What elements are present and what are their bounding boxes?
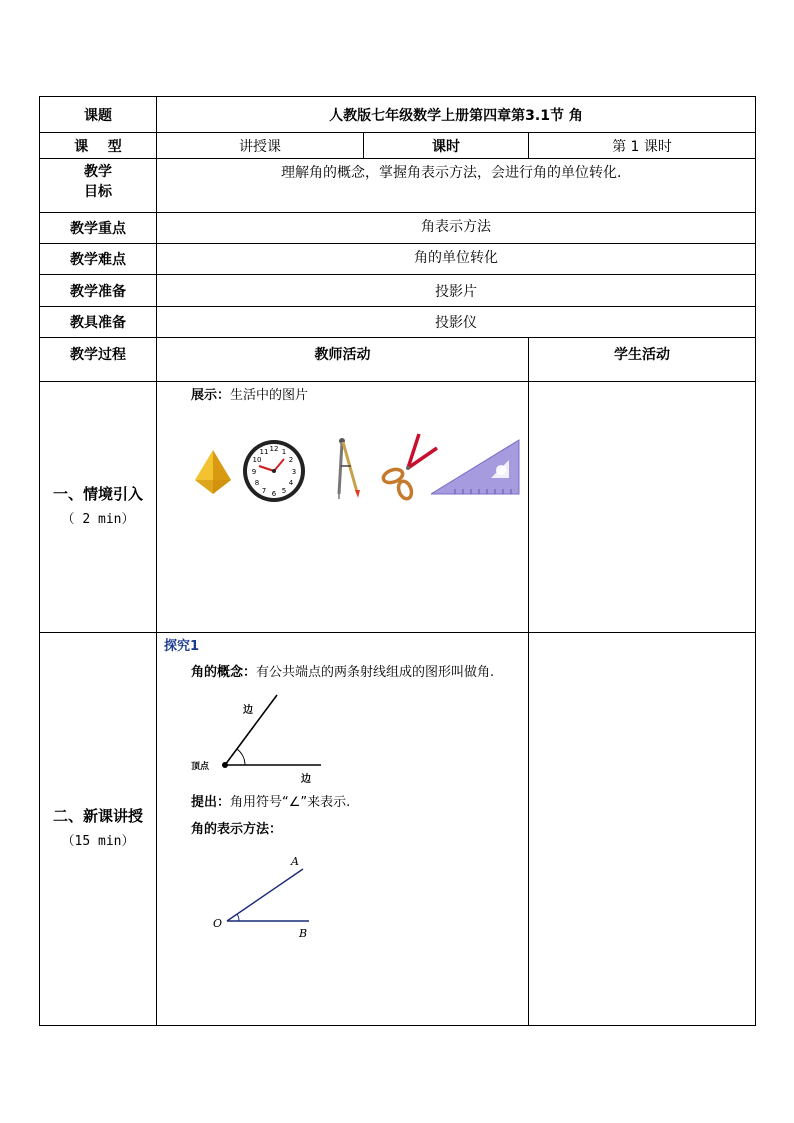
- concept-line: [191, 661, 494, 680]
- difficulty-value: 角的单位转化: [157, 244, 756, 275]
- title-label: 课题: [40, 97, 157, 133]
- key-point-label: 教学重点: [40, 213, 157, 244]
- clock-num-7: 7: [261, 487, 267, 495]
- side-label-upper: 边: [243, 705, 253, 716]
- prep-value: 投影片: [157, 275, 756, 307]
- notation-label: 角的表示方法：: [191, 822, 283, 837]
- prep-label: 教学准备: [40, 275, 157, 307]
- goal-value: 理解角的概念，掌握角表示方法，会进行角的单位转化．: [157, 159, 756, 213]
- lesson-title: 人教版七年级数学上册第四章第3.1节 角: [157, 97, 756, 133]
- clock-num-3: 3: [291, 468, 297, 476]
- period-value: 第 1 课时: [529, 133, 756, 159]
- clock-num-12: 12: [269, 445, 279, 453]
- show-label: 展示：: [191, 388, 231, 403]
- stage1-duration: （ 2 min）: [61, 512, 135, 527]
- process-header: 教学过程: [40, 338, 157, 382]
- concept-label: 角的概念：: [191, 665, 257, 680]
- tools-value: 投影仪: [157, 307, 756, 338]
- type-label: 课 型: [40, 133, 157, 159]
- stage2-title: 二、新课讲授: [52, 807, 143, 825]
- student-header: 学生活动: [529, 338, 756, 382]
- stage1-title: 一、情境引入: [52, 485, 143, 503]
- goal-label-line2: 目标: [84, 184, 112, 200]
- teacher-header: 教师活动: [157, 338, 529, 382]
- lesson-table: [39, 96, 756, 1026]
- propose-label: 提出：: [191, 795, 231, 810]
- clock-num-6: 6: [271, 490, 277, 498]
- type-value: 讲授课: [157, 133, 364, 159]
- show-text: 生活中的图片: [230, 388, 309, 403]
- key-point-value: 角表示方法: [157, 213, 756, 244]
- triangle-ruler-icon: [431, 438, 521, 496]
- side-label-lower: 边: [301, 774, 311, 785]
- concept-text: 有公共端点的两条射线组成的图形叫做角.: [256, 665, 495, 680]
- compass-icon: [333, 436, 367, 500]
- stage2-duration: （15 min）: [61, 834, 135, 849]
- point-a-label: A: [291, 855, 299, 868]
- difficulty-label: 教学难点: [40, 244, 157, 275]
- clock-num-4: 4: [288, 479, 294, 487]
- clock-num-10: 10: [252, 456, 262, 464]
- angle-concept-figure: [187, 689, 327, 785]
- point-o-label: O: [213, 917, 223, 930]
- stage1-cell: [40, 382, 157, 633]
- clock-icon: [241, 438, 307, 504]
- stage2-teacher-activity: [157, 633, 529, 1026]
- stage1-student-activity: [529, 382, 756, 633]
- stage2-cell: [40, 633, 157, 1026]
- show-line: [191, 384, 308, 403]
- lesson-plan: [39, 96, 755, 1026]
- clock-num-2: 2: [288, 456, 294, 464]
- pyramid-icon: [193, 448, 233, 498]
- angle-aob-figure: [193, 843, 323, 943]
- propose-line: [191, 791, 350, 810]
- point-b-label: B: [299, 927, 308, 940]
- clock-num-8: 8: [254, 479, 260, 487]
- tools-label: 教具准备: [40, 307, 157, 338]
- explore-label: 探究1: [164, 639, 200, 654]
- period-label: 课时: [364, 133, 529, 159]
- goal-label: [40, 159, 157, 213]
- clock-num-11: 11: [259, 448, 269, 456]
- propose-text: 角用符号“∠”来表示.: [230, 795, 351, 810]
- clock-num-5: 5: [281, 487, 287, 495]
- clock-num-9: 9: [251, 468, 257, 476]
- vertex-label: 顶点: [191, 762, 210, 772]
- stage1-teacher-activity: [157, 382, 529, 633]
- goal-label-line1: 教学: [84, 164, 112, 180]
- stage2-student-activity: [529, 633, 756, 1026]
- clock-num-1: 1: [281, 448, 287, 456]
